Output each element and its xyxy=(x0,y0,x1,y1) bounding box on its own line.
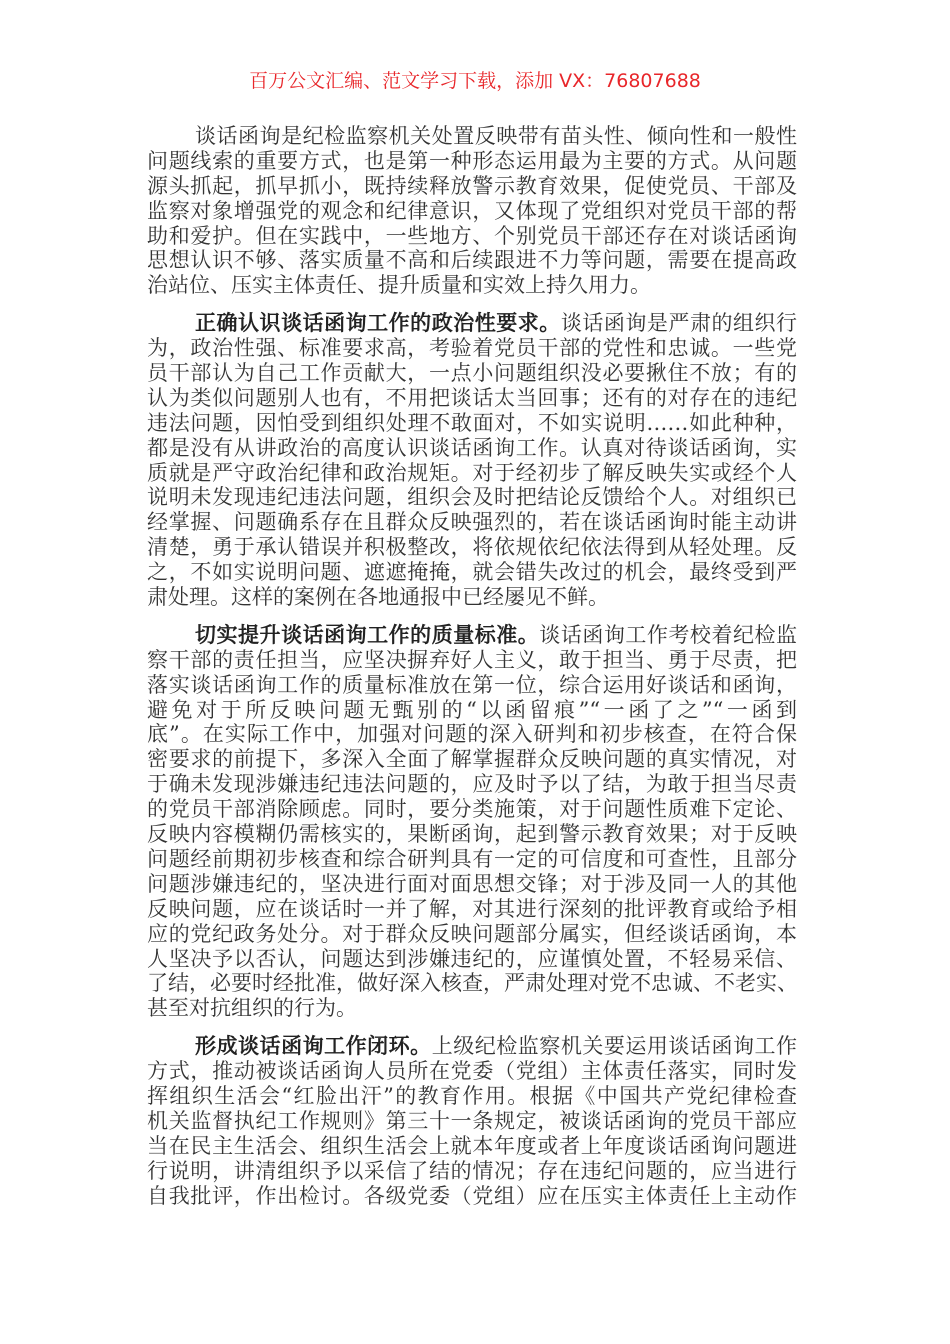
text-line xyxy=(147,1134,797,1159)
line-text: 说明未发现违纪违法问题，组织会及时把结论反馈给个人。对组织已 xyxy=(147,485,797,510)
text-line xyxy=(147,971,797,996)
text-line xyxy=(147,311,797,336)
text-line xyxy=(147,361,797,386)
text-line xyxy=(147,124,797,149)
line-text: 反映内容模糊仍需核实的，果断函询，起到警示教育效果；对于反映 xyxy=(147,822,797,847)
text-line xyxy=(147,747,797,772)
line-text: 甚至对抗组织的行为。 xyxy=(147,996,357,1021)
text-line xyxy=(147,386,797,411)
line-text: 为，政治性强、标准要求高，考验着党员干部的党性和忠诚。一些党 xyxy=(147,336,797,361)
line-text: 上级纪检监察机关要运用谈话函询工作 xyxy=(431,1034,797,1059)
text-line xyxy=(147,224,797,249)
line-text: 行说明，讲清组织予以采信了结的情况；存在违纪问题的，应当进行 xyxy=(147,1158,797,1183)
text-line xyxy=(147,1109,797,1134)
text-line xyxy=(147,897,797,922)
line-text: 认为类似问题别人也有，不用把谈话太当回事；还有的对存在的违纪 xyxy=(147,385,797,410)
line-text: 违法问题，因怕受到组织处理不敢面对，不如实说明……如此种种， xyxy=(147,410,797,435)
text-line xyxy=(147,722,797,747)
text-line xyxy=(147,174,797,199)
paragraph-heading: 切实提升谈话函询工作的质量标准。 xyxy=(195,621,540,647)
line-text: 问题涉嫌违纪的，坚决进行面对面思想交锋；对于涉及同一人的其他 xyxy=(147,871,797,896)
line-text: 思想认识不够、落实质量不高和后续跟进不力等问题，需要在提高政 xyxy=(147,248,797,273)
line-text: 源头抓起，抓早抓小，既持续释放警示教育效果，促使党员、干部及 xyxy=(147,173,797,198)
line-text: 经掌握、问题确系存在且群众反映强烈的，若在谈话函询时能主动讲 xyxy=(147,510,797,535)
text-line xyxy=(147,772,797,797)
text-line xyxy=(147,273,797,298)
line-text: 人坚决予以否认，问题达到涉嫌违纪的，应谨慎处置，不轻易采信、 xyxy=(147,946,797,971)
line-text: 自我批评，作出检讨。各级党委（党组）应在压实主体责任上主动作 xyxy=(147,1183,797,1208)
text-line xyxy=(147,822,797,847)
text-line xyxy=(147,922,797,947)
line-text: 质就是严守政治纪律和政治规矩。对于经初步了解反映失实或经个人 xyxy=(147,460,797,485)
text-line xyxy=(147,947,797,972)
line-text: 助和爱护。但在实践中，一些地方、个别党员干部还存在对谈话函询 xyxy=(147,223,797,248)
line-text: 底”。在实际工作中，加强对问题的深入研判和初步核查，在符合保 xyxy=(147,722,797,747)
line-text: 落实谈话函询工作的质量标准放在第一位，综合运用好谈话和函询， xyxy=(147,672,797,697)
line-text: 问题线索的重要方式，也是第一种形态运用最为主要的方式。从问题 xyxy=(147,148,797,173)
text-line xyxy=(147,872,797,897)
text-line xyxy=(147,535,797,560)
text-line xyxy=(147,1059,797,1084)
text-line xyxy=(147,336,797,361)
line-text: 谈话函询是纪检监察机关处置反映带有苗头性、倾向性和一般性 xyxy=(195,124,797,148)
line-text: 避免对于所反映问题无甄别的“以函留痕”“一函了之”“一函到 xyxy=(147,697,797,722)
document-body xyxy=(147,124,797,1221)
text-line xyxy=(147,996,797,1021)
paragraph xyxy=(147,1034,797,1208)
line-text: 挥组织生活会“红脸出汗”的教育作用。根据《中国共产党纪律检查 xyxy=(147,1083,797,1108)
text-line xyxy=(147,847,797,872)
watermark-header: 百万公文汇编、范文学习下载，添加 VX：76807688 xyxy=(249,70,701,92)
line-text: 机关监督执纪工作规则》第三十一条规定，被谈话函询的党员干部应 xyxy=(147,1108,797,1133)
text-line xyxy=(147,648,797,673)
line-text: 当在民主生活会、组织生活会上就本年度或者上年度谈话函询问题进 xyxy=(147,1133,797,1158)
line-text: 应的党纪政务处分。对于群众反映问题部分属实，但经谈话函询，本 xyxy=(147,921,797,946)
paragraph xyxy=(147,623,797,1021)
text-line xyxy=(147,149,797,174)
text-line xyxy=(147,436,797,461)
text-line xyxy=(147,585,797,610)
text-line xyxy=(147,1034,797,1059)
paragraph xyxy=(147,311,797,610)
text-line xyxy=(147,1184,797,1209)
line-text: 的党员干部消除顾虑。同时，要分类施策，对于问题性质难下定论、 xyxy=(147,797,797,822)
text-line xyxy=(147,1084,797,1109)
text-line xyxy=(147,248,797,273)
line-text: 方式，推动被谈话函询人员所在党委（党组）主体责任落实，同时发 xyxy=(147,1059,797,1084)
line-text: 谈话函询工作考校着纪检监 xyxy=(539,622,797,647)
paragraph xyxy=(147,124,797,298)
line-text: 清楚，勇于承认错误并积极整改，将依规依纪依法得到从轻处理。反 xyxy=(147,535,797,560)
line-text: 都是没有从讲政治的高度认识谈话函询工作。认真对待谈话函询，实 xyxy=(147,435,797,460)
text-line xyxy=(147,199,797,224)
line-text: 密要求的前提下，多深入全面了解掌握群众反映问题的真实情况，对 xyxy=(147,747,797,772)
line-text: 谈话函询是严肃的组织行 xyxy=(560,311,798,336)
text-line xyxy=(147,673,797,698)
line-text: 问题经前期初步核查和综合研判具有一定的可信度和可查性，且部分 xyxy=(147,846,797,871)
text-line xyxy=(147,623,797,648)
text-line xyxy=(147,510,797,535)
text-line xyxy=(147,1159,797,1184)
text-line xyxy=(147,698,797,723)
paragraph-heading: 正确认识谈话函询工作的政治性要求。 xyxy=(195,310,561,336)
text-line xyxy=(147,560,797,585)
text-line xyxy=(147,411,797,436)
line-text: 反映问题，应在谈话时一并了解，对其进行深刻的批评教育或给予相 xyxy=(147,896,797,921)
line-text: 治站位、压实主体责任、提升质量和实效上持久用力。 xyxy=(147,273,651,298)
line-text: 员干部认为自己工作贡献大，一点小问题组织没必要揪住不放；有的 xyxy=(147,361,797,386)
text-line xyxy=(147,461,797,486)
line-text: 之，不如实说明问题、遮遮掩掩，就会错失改过的机会，最终受到严 xyxy=(147,560,797,585)
text-line xyxy=(147,797,797,822)
line-text: 肃处理。这样的案例在各地通报中已经屡见不鲜。 xyxy=(147,585,609,610)
line-text: 监察对象增强党的观念和纪律意识，又体现了党组织对党员干部的帮 xyxy=(147,198,797,223)
line-text: 了结，必要时经批准，做好深入核查，严肃处理对党不忠诚、不老实、 xyxy=(147,971,798,996)
line-text: 于确未发现涉嫌违纪违法问题的，应及时予以了结，为敢于担当尽责 xyxy=(147,772,797,797)
line-text: 察干部的责任担当，应坚决摒弃好人主义，敢于担当、勇于尽责，把 xyxy=(147,647,797,672)
paragraph-heading: 形成谈话函询工作闭环。 xyxy=(195,1033,432,1059)
text-line xyxy=(147,485,797,510)
